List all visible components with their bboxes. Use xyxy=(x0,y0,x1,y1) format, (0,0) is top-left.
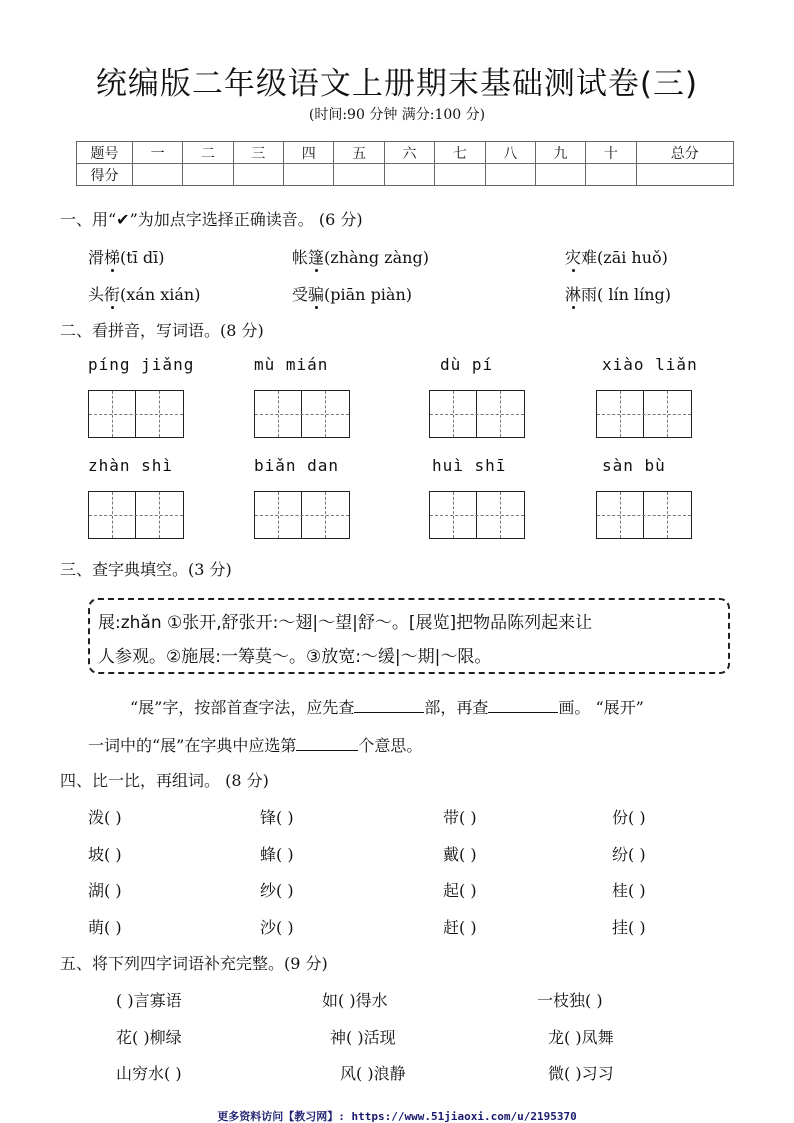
compare-item[interactable]: 赶( ) xyxy=(443,918,477,937)
pinyin-label: sàn bù xyxy=(602,456,666,475)
pronunciation-item[interactable] xyxy=(88,282,200,305)
compare-item[interactable]: 桂( ) xyxy=(612,881,646,900)
dictionary-question xyxy=(130,695,644,718)
score-cell[interactable] xyxy=(586,164,636,186)
idiom-item[interactable]: 如( )得水 xyxy=(322,991,388,1010)
section-3-heading: 三、查字典填空。(3 分) xyxy=(60,560,232,579)
compare-item[interactable]: 湖( ) xyxy=(88,881,122,900)
compare-item[interactable]: 挂( ) xyxy=(612,918,646,937)
compare-item[interactable]: 沙( ) xyxy=(260,918,294,937)
question-text: 部，再查 xyxy=(424,698,489,717)
score-cell[interactable] xyxy=(636,164,733,186)
pinyin-label: zhàn shì xyxy=(88,456,174,475)
idiom-item[interactable]: 花( )柳绿 xyxy=(116,1028,182,1047)
score-header-cell: 四 xyxy=(284,142,334,164)
compare-item[interactable]: 坡( ) xyxy=(88,845,122,864)
item-options: (xán xián) xyxy=(120,285,201,304)
item-text: 受 xyxy=(292,285,309,304)
score-row-label: 得分 xyxy=(77,164,133,186)
pronunciation-item[interactable] xyxy=(565,245,668,268)
score-table-score-row xyxy=(77,164,734,186)
writing-grid[interactable] xyxy=(596,491,692,539)
score-cell[interactable] xyxy=(183,164,233,186)
score-header-cell: 总分 xyxy=(636,142,733,164)
pinyin-label: huì shī xyxy=(432,456,507,475)
section-4-heading: 四、比一比，再组词。 (8 分) xyxy=(60,771,269,790)
writing-grid[interactable] xyxy=(254,491,350,539)
answer-blank[interactable] xyxy=(488,699,558,713)
score-header-cell: 十 xyxy=(586,142,636,164)
question-text: 一词中的“展”在字典中应选第 xyxy=(88,736,297,755)
dictionary-entry-box xyxy=(88,598,730,674)
section-1-heading: 一、用“✔”为加点字选择正确读音。 (6 分) xyxy=(60,210,363,229)
score-header-cell: 八 xyxy=(485,142,535,164)
compare-item[interactable]: 起( ) xyxy=(443,881,477,900)
idiom-item[interactable]: 山穷水( ) xyxy=(116,1064,182,1083)
score-header-cell: 三 xyxy=(233,142,283,164)
writing-grid[interactable] xyxy=(429,390,525,438)
idiom-item[interactable]: 微( )习习 xyxy=(548,1064,614,1083)
pinyin-label: dù pí xyxy=(440,355,494,374)
compare-item[interactable]: 份( ) xyxy=(612,808,646,827)
item-options: (zhàng zàng) xyxy=(324,248,429,267)
score-header-cell: 题号 xyxy=(77,142,133,164)
writing-grid[interactable] xyxy=(596,390,692,438)
dictionary-question-cont xyxy=(88,733,422,756)
dotted-char: 淋 xyxy=(565,285,582,304)
dotted-char: 篷 xyxy=(308,248,325,267)
score-cell[interactable] xyxy=(485,164,535,186)
dictionary-line: 展:zhǎn ①张开,舒张开:～翅|～望|舒～。[展览]把物品陈列起来让 xyxy=(98,613,593,633)
score-header-cell: 六 xyxy=(384,142,434,164)
score-header-cell: 五 xyxy=(334,142,384,164)
question-text: 画。 “展开” xyxy=(558,698,644,717)
idiom-item[interactable]: 风( )浪静 xyxy=(340,1064,406,1083)
score-cell[interactable] xyxy=(334,164,384,186)
question-text: “展”字，按部首查字法，应先查 xyxy=(130,698,355,717)
idiom-item[interactable]: 一枝独( ) xyxy=(537,991,603,1010)
compare-item[interactable]: 戴( ) xyxy=(443,845,477,864)
score-cell[interactable] xyxy=(133,164,183,186)
item-text: 滑 xyxy=(88,248,105,267)
score-table-header-row xyxy=(77,142,734,164)
score-cell[interactable] xyxy=(284,164,334,186)
compare-item[interactable]: 萌( ) xyxy=(88,918,122,937)
idiom-item[interactable]: ( )言寡语 xyxy=(116,991,182,1010)
compare-item[interactable]: 纷( ) xyxy=(612,845,646,864)
item-text: 帐 xyxy=(292,248,309,267)
writing-grid[interactable] xyxy=(429,491,525,539)
exam-info: (时间:90 分钟 满分:100 分) xyxy=(308,107,486,123)
compare-item[interactable]: 蜂( ) xyxy=(260,845,294,864)
pronunciation-item[interactable] xyxy=(565,282,671,305)
score-cell[interactable] xyxy=(233,164,283,186)
score-cell[interactable] xyxy=(435,164,485,186)
writing-grid[interactable] xyxy=(88,390,184,438)
score-header-cell: 九 xyxy=(535,142,585,164)
section-2-heading: 二、看拼音，写词语。(8 分) xyxy=(60,321,264,340)
answer-blank[interactable] xyxy=(354,699,424,713)
score-header-cell: 七 xyxy=(435,142,485,164)
footer-link[interactable]: 更多资料访问【教习网】: https://www.51jiaoxi.com/u/2195370 xyxy=(217,1110,577,1123)
pinyin-label: biǎn dan xyxy=(254,456,340,475)
dictionary-line: 人参观。②施展:一筹莫～。③放宽:～缓|～期|～限。 xyxy=(98,647,492,667)
idiom-item[interactable]: 龙( )凤舞 xyxy=(548,1028,614,1047)
dotted-char: 衔 xyxy=(104,285,121,304)
compare-item[interactable]: 带( ) xyxy=(443,808,477,827)
writing-grid[interactable] xyxy=(254,390,350,438)
score-header-cell: 二 xyxy=(183,142,233,164)
dotted-char: 骗 xyxy=(308,285,325,304)
question-text: 个意思。 xyxy=(358,736,423,755)
answer-blank[interactable] xyxy=(296,737,358,751)
compare-item[interactable]: 纱( ) xyxy=(260,881,294,900)
compare-item[interactable]: 锋( ) xyxy=(260,808,294,827)
score-cell[interactable] xyxy=(535,164,585,186)
pronunciation-item[interactable] xyxy=(292,282,412,305)
item-text: 头 xyxy=(88,285,105,304)
pinyin-label: mù mián xyxy=(254,355,329,374)
item-options: (piān piàn) xyxy=(324,285,413,304)
section-5-heading: 五、将下列四字词语补充完整。(9 分) xyxy=(60,954,328,973)
item-options: 难(zāi huǒ) xyxy=(581,248,668,267)
score-table xyxy=(76,141,734,186)
item-options: (tī dī) xyxy=(120,248,165,267)
pinyin-label: píng jiǎng xyxy=(88,355,195,374)
score-cell[interactable] xyxy=(384,164,434,186)
dotted-char: 梯 xyxy=(104,248,121,267)
pronunciation-item[interactable] xyxy=(292,245,429,268)
page-title: 统编版二年级语文上册期末基础测试卷(三) xyxy=(95,66,699,102)
compare-item[interactable]: 泼( ) xyxy=(88,808,122,827)
item-options: 雨( lín líng) xyxy=(581,285,671,304)
idiom-item[interactable]: 神( )活现 xyxy=(330,1028,396,1047)
dotted-char: 灾 xyxy=(565,248,582,267)
pronunciation-item[interactable] xyxy=(88,245,165,268)
score-header-cell: 一 xyxy=(133,142,183,164)
pinyin-label: xiào liǎn xyxy=(602,355,698,374)
writing-grid[interactable] xyxy=(88,491,184,539)
